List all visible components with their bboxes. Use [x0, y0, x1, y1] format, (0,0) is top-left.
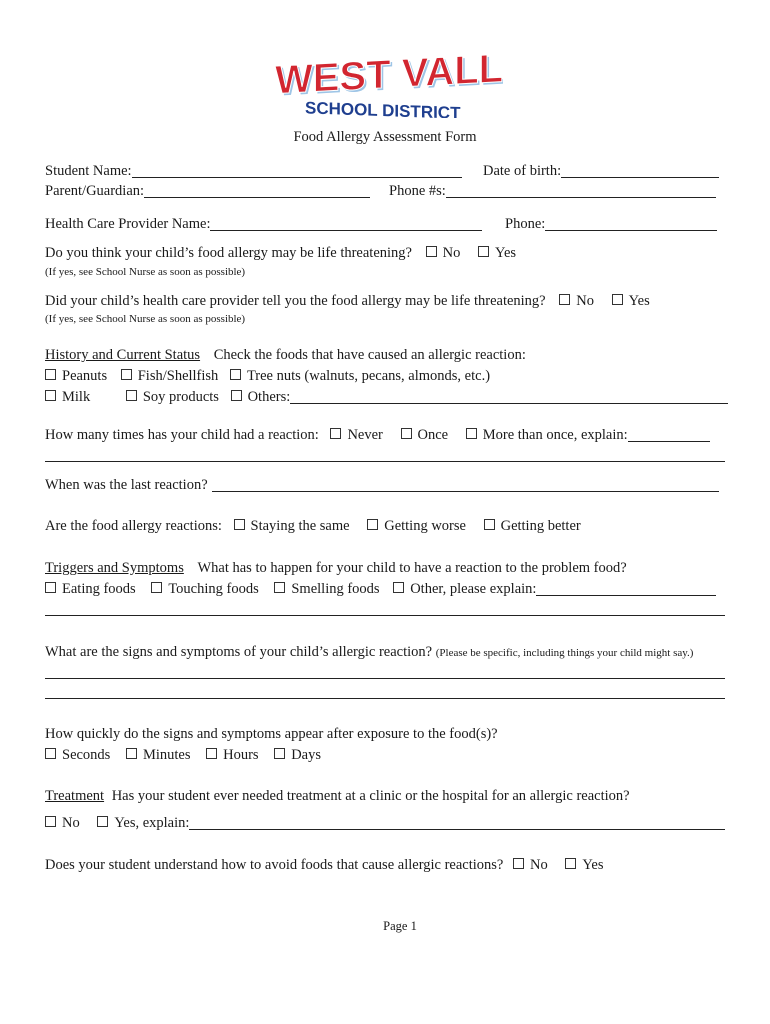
treatment-yes-checkbox[interactable]	[97, 816, 108, 827]
once-checkbox[interactable]	[401, 428, 412, 439]
student-name-label: Student Name:	[45, 163, 132, 179]
worse-label: Getting worse	[384, 518, 466, 534]
q-signs	[45, 644, 693, 661]
trigger-explain-line[interactable]	[45, 615, 725, 616]
q-times	[45, 427, 710, 444]
same-checkbox[interactable]	[234, 519, 245, 530]
provider-label: Health Care Provider Name:	[45, 216, 211, 232]
triggers-heading: Triggers and Symptoms	[45, 560, 184, 576]
seconds-label: Seconds	[62, 747, 111, 763]
q-last-text: When was the last reaction?	[45, 477, 208, 493]
q-signs-note: (Please be specific, including things your child might say.)	[435, 647, 694, 659]
minutes-checkbox[interactable]	[126, 748, 137, 759]
parent-label: Parent/Guardian:	[45, 183, 145, 199]
q-provider-life-threat-note: (If yes, see School Nurse as soon as possible)	[45, 313, 246, 325]
life-threat-no-checkbox[interactable]	[426, 246, 437, 257]
provider-phone-field[interactable]	[545, 216, 717, 231]
treatment-row	[45, 788, 630, 805]
foods-row-2	[45, 389, 728, 406]
same-label: Staying the same	[250, 518, 350, 534]
eating-label: Eating foods	[62, 581, 136, 597]
q-avoid-text: Does your student understand how to avoid foods that cause allergic reactions?	[45, 857, 504, 873]
phone-row	[389, 183, 716, 200]
logo-text-shadow: WEST VALLEY	[277, 50, 503, 105]
q-life-threat-text: Do you think your child’s food allergy may be life threatening?	[45, 245, 412, 261]
q-life-threat-note: (If yes, see School Nurse as soon as possible)	[45, 266, 246, 278]
phone-field[interactable]	[446, 183, 716, 198]
phone-label: Phone #s:	[389, 183, 446, 199]
provider-phone-label: Phone:	[505, 216, 546, 232]
never-checkbox[interactable]	[330, 428, 341, 439]
dob-label: Date of birth:	[483, 163, 562, 179]
form-title: Food Allergy Assessment Form	[293, 129, 477, 145]
other-trigger-field[interactable]	[536, 581, 716, 596]
history-row	[45, 347, 526, 364]
smelling-label: Smelling foods	[291, 581, 380, 597]
q-last	[45, 477, 719, 494]
seconds-checkbox[interactable]	[45, 748, 56, 759]
q-times-text: How many times has your child had a reaction:	[45, 427, 319, 443]
q-reactions	[45, 518, 581, 535]
q-quick-text: How quickly do the signs and symptoms appear after exposure to the food(s)?	[45, 726, 498, 742]
milk-checkbox[interactable]	[45, 390, 56, 401]
district-logo	[267, 50, 503, 118]
dob-field[interactable]	[561, 163, 719, 178]
logo-text-sub: SCHOOL DISTRICT	[305, 98, 461, 118]
provider-life-threat-yes-checkbox[interactable]	[612, 294, 623, 305]
q-signs-text: What are the signs and symptoms of your child’s allergic reaction?	[45, 644, 433, 660]
life-threat-no-label: No	[442, 245, 461, 261]
page-number: Page 1	[383, 919, 417, 933]
logo-text-main: WEST VALLEY	[275, 50, 503, 103]
more-than-once-label: More than once, explain:	[482, 427, 628, 443]
history-prompt: Check the foods that have caused an allergic reaction:	[213, 347, 526, 363]
treatment-explain-field[interactable]	[189, 815, 725, 830]
q-life-threat	[45, 245, 516, 262]
times-explain-field[interactable]	[628, 427, 710, 442]
once-label: Once	[417, 427, 449, 443]
treatment-heading: Treatment	[45, 788, 105, 804]
tree-nuts-label: Tree nuts (walnuts, pecans, almonds, etc.)	[246, 368, 491, 384]
triggers-prompt: What has to happen for your child to have a reaction to the problem food?	[197, 560, 627, 576]
q-quick-options	[45, 747, 321, 764]
others-field[interactable]	[290, 389, 728, 404]
soy-checkbox[interactable]	[126, 390, 137, 401]
treatment-no-label: No	[62, 815, 80, 831]
q-provider-life-threat-text: Did your child’s health care provider tell you the food allergy may be life threatening?	[45, 293, 546, 309]
smelling-checkbox[interactable]	[274, 582, 285, 593]
last-reaction-field[interactable]	[212, 477, 719, 492]
others-label: Others:	[247, 389, 291, 405]
hours-label: Hours	[223, 747, 259, 763]
better-label: Getting better	[500, 518, 581, 534]
eating-checkbox[interactable]	[45, 582, 56, 593]
q-provider-life-threat	[45, 293, 650, 310]
provider-life-threat-no-checkbox[interactable]	[559, 294, 570, 305]
avoid-no-checkbox[interactable]	[513, 858, 524, 869]
touching-checkbox[interactable]	[151, 582, 162, 593]
life-threat-yes-label: Yes	[494, 245, 517, 261]
triggers-row	[45, 560, 627, 577]
days-label: Days	[291, 747, 322, 763]
more-than-once-checkbox[interactable]	[466, 428, 477, 439]
never-label: Never	[347, 427, 383, 443]
minutes-label: Minutes	[142, 747, 191, 763]
q-reactions-text: Are the food allergy reactions:	[45, 518, 222, 534]
avoid-yes-label: Yes	[582, 857, 604, 873]
treatment-options	[45, 815, 725, 832]
triggers-options	[45, 581, 716, 598]
tree-nuts-checkbox[interactable]	[230, 369, 241, 380]
milk-label: Milk	[62, 389, 91, 405]
provider-life-threat-yes-label: Yes	[628, 293, 650, 309]
better-checkbox[interactable]	[484, 519, 495, 530]
peanuts-checkbox[interactable]	[45, 369, 56, 380]
life-threat-yes-checkbox[interactable]	[478, 246, 489, 257]
student-name-row	[45, 163, 462, 180]
treatment-prompt: Has your student ever needed treatment at a clinic or the hospital for an allergic reaction?	[111, 788, 630, 804]
provider-row	[45, 216, 482, 233]
student-name-field[interactable]	[132, 163, 462, 178]
parent-row	[45, 183, 370, 200]
parent-field[interactable]	[144, 183, 370, 198]
hours-checkbox[interactable]	[206, 748, 217, 759]
avoid-yes-checkbox[interactable]	[565, 858, 576, 869]
treatment-no-checkbox[interactable]	[45, 816, 56, 827]
fish-checkbox[interactable]	[121, 369, 132, 380]
times-explain-line[interactable]	[45, 461, 725, 462]
other-trigger-label: Other, please explain:	[410, 581, 537, 597]
soy-label: Soy products	[142, 389, 219, 405]
days-checkbox[interactable]	[274, 748, 285, 759]
others-checkbox[interactable]	[231, 390, 242, 401]
provider-life-threat-no-label: No	[576, 293, 594, 309]
provider-phone-row	[505, 216, 717, 233]
signs-line-1[interactable]	[45, 678, 725, 679]
peanuts-label: Peanuts	[62, 368, 108, 384]
provider-field[interactable]	[210, 216, 482, 231]
dob-row	[483, 163, 719, 180]
history-heading: History and Current Status	[45, 347, 201, 363]
signs-line-2[interactable]	[45, 698, 725, 699]
worse-checkbox[interactable]	[367, 519, 378, 530]
avoid-no-label: No	[530, 857, 548, 873]
q-avoid	[45, 857, 603, 874]
foods-row-1	[45, 368, 490, 385]
fish-label: Fish/Shellfish	[137, 368, 219, 384]
touching-label: Touching foods	[168, 581, 259, 597]
other-trigger-checkbox[interactable]	[393, 582, 404, 593]
treatment-yes-label: Yes, explain:	[114, 815, 190, 831]
